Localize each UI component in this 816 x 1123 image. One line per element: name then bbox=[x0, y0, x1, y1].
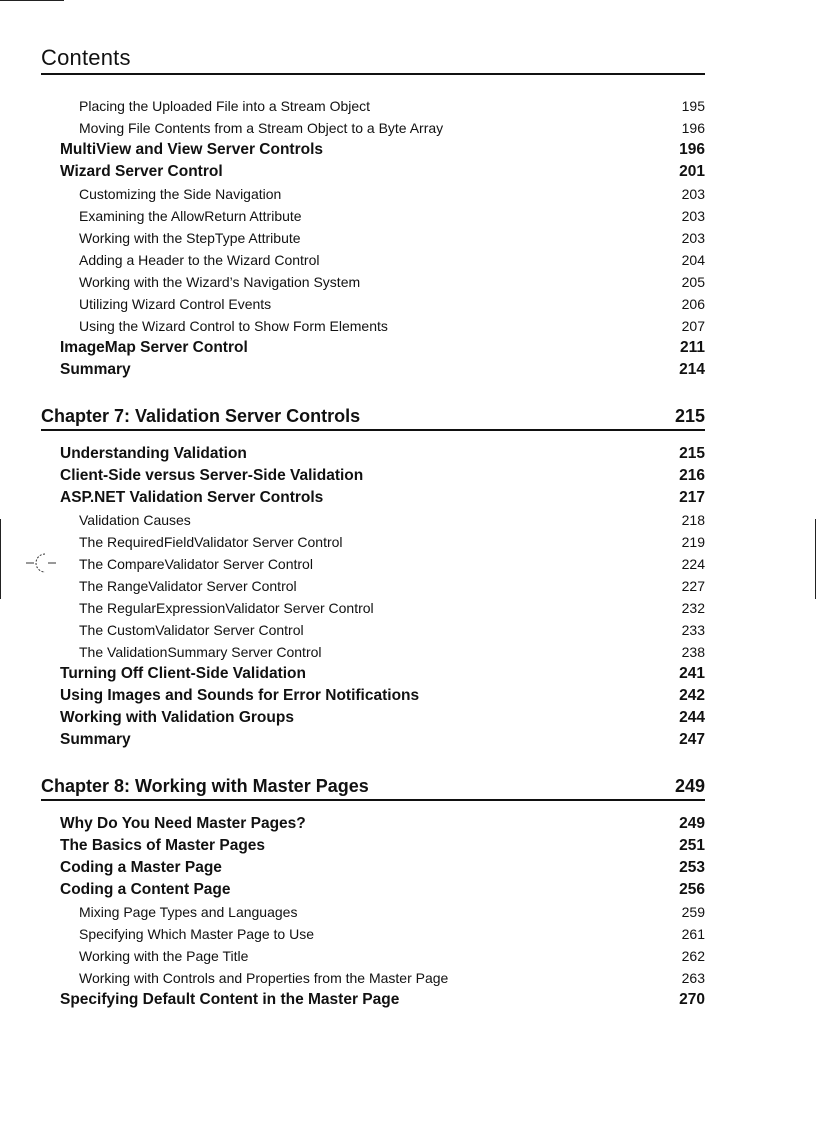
header-divider bbox=[41, 73, 705, 75]
toc-entry-page: 207 bbox=[681, 318, 705, 334]
toc-entry-page: 201 bbox=[679, 163, 705, 180]
toc-entry-section[interactable] bbox=[0, 989, 816, 1011]
toc-entry-title: The RegularExpressionValidator Server Control bbox=[79, 600, 374, 616]
toc-entry-title: ASP.NET Validation Server Controls bbox=[60, 489, 324, 506]
crop-mark-top bbox=[0, 0, 64, 1]
chapter-heading[interactable] bbox=[0, 405, 816, 427]
toc-entry-page: 203 bbox=[681, 208, 705, 224]
table-of-contents bbox=[0, 95, 816, 1011]
toc-entry-page: 196 bbox=[679, 141, 705, 158]
toc-entry-section[interactable] bbox=[0, 359, 816, 381]
toc-entry-title: Placing the Uploaded File into a Stream Object bbox=[79, 98, 371, 114]
toc-entry-page: 204 bbox=[681, 252, 705, 268]
toc-entry-page: 263 bbox=[681, 970, 705, 986]
toc-entry-page: 218 bbox=[681, 512, 705, 528]
toc-entry-section[interactable] bbox=[0, 337, 816, 359]
toc-entry-subsection[interactable] bbox=[0, 641, 816, 663]
toc-entry-page: 244 bbox=[679, 709, 705, 726]
toc-entry-page: 261 bbox=[681, 926, 705, 942]
toc-entry-page: 241 bbox=[679, 665, 705, 682]
toc-entry-title: The CompareValidator Server Control bbox=[79, 556, 313, 572]
toc-entry-subsection[interactable] bbox=[0, 945, 816, 967]
toc-entry-section[interactable] bbox=[0, 707, 816, 729]
toc-entry-title: Specifying Which Master Page to Use bbox=[79, 926, 314, 942]
toc-entry-page: 256 bbox=[679, 881, 705, 898]
toc-entry-title: Utilizing Wizard Control Events bbox=[79, 296, 272, 312]
toc-entry-title: Summary bbox=[60, 731, 131, 748]
toc-entry-page: 262 bbox=[681, 948, 705, 964]
toc-entry-section[interactable] bbox=[0, 443, 816, 465]
toc-entry-title: MultiView and View Server Controls bbox=[60, 141, 324, 158]
toc-entry-title: The RequiredFieldValidator Server Control bbox=[79, 534, 343, 550]
toc-entry-subsection[interactable] bbox=[0, 553, 816, 575]
toc-entry-section[interactable] bbox=[0, 139, 816, 161]
toc-entry-section[interactable] bbox=[0, 813, 816, 835]
toc-entry-section[interactable] bbox=[0, 465, 816, 487]
toc-entry-page: 242 bbox=[679, 687, 705, 704]
toc-entry-subsection[interactable] bbox=[0, 901, 816, 923]
toc-entry-subsection[interactable] bbox=[0, 315, 816, 337]
toc-entry-page: 259 bbox=[681, 904, 705, 920]
toc-entry-title: Working with Validation Groups bbox=[60, 709, 294, 726]
toc-entry-subsection[interactable] bbox=[0, 575, 816, 597]
toc-entry-page: 196 bbox=[681, 120, 705, 136]
toc-entry-subsection[interactable] bbox=[0, 271, 816, 293]
toc-entry-title: Understanding Validation bbox=[60, 445, 247, 462]
toc-entry-title: Using the Wizard Control to Show Form Elements bbox=[79, 318, 388, 334]
toc-entry-page: 270 bbox=[679, 991, 705, 1008]
chapter-title: Chapter 7: Validation Server Controls bbox=[41, 406, 361, 426]
toc-entry-page: 206 bbox=[681, 296, 705, 312]
toc-entry-page: 253 bbox=[679, 859, 705, 876]
toc-entry-page: 233 bbox=[681, 622, 705, 638]
toc-entry-page: 227 bbox=[681, 578, 705, 594]
chapter-page-number: 215 bbox=[674, 406, 705, 426]
toc-entry-title: Mixing Page Types and Languages bbox=[79, 904, 298, 920]
toc-entry-title: Turning Off Client-Side Validation bbox=[60, 665, 306, 682]
toc-entry-title: Using Images and Sounds for Error Notifications bbox=[60, 687, 420, 704]
toc-entry-section[interactable] bbox=[0, 835, 816, 857]
chapter-underline bbox=[41, 799, 705, 801]
toc-entry-title: Working with Controls and Properties from the Master Page bbox=[79, 970, 449, 986]
chapter-title: Chapter 8: Working with Master Pages bbox=[41, 776, 369, 796]
toc-entry-page: 219 bbox=[681, 534, 705, 550]
toc-entry-title: Coding a Content Page bbox=[60, 881, 231, 898]
toc-entry-subsection[interactable] bbox=[0, 183, 816, 205]
toc-entry-section[interactable] bbox=[0, 729, 816, 751]
toc-entry-section[interactable] bbox=[0, 685, 816, 707]
toc-entry-title: Working with the Page Title bbox=[79, 948, 249, 964]
toc-entry-subsection[interactable] bbox=[0, 619, 816, 641]
toc-entry-subsection[interactable] bbox=[0, 531, 816, 553]
toc-entry-page: 215 bbox=[679, 445, 705, 462]
toc-entry-title: The RangeValidator Server Control bbox=[79, 578, 297, 594]
toc-entry-subsection[interactable] bbox=[0, 95, 816, 117]
toc-entry-subsection[interactable] bbox=[0, 249, 816, 271]
chapter-page-number: 249 bbox=[674, 776, 705, 796]
toc-entry-section[interactable] bbox=[0, 663, 816, 685]
toc-entry-title: The Basics of Master Pages bbox=[60, 837, 266, 854]
toc-entry-subsection[interactable] bbox=[0, 923, 816, 945]
toc-entry-subsection[interactable] bbox=[0, 967, 816, 989]
toc-section bbox=[0, 443, 816, 751]
toc-entry-title: Examining the AllowReturn Attribute bbox=[79, 208, 302, 224]
toc-entry-subsection[interactable] bbox=[0, 509, 816, 531]
toc-entry-section[interactable] bbox=[0, 879, 816, 901]
toc-entry-page: 232 bbox=[681, 600, 705, 616]
toc-entry-title: Client-Side versus Server-Side Validation bbox=[60, 467, 364, 484]
toc-entry-page: 203 bbox=[681, 230, 705, 246]
chapter-underline bbox=[41, 429, 705, 431]
toc-entry-page: 224 bbox=[681, 556, 705, 572]
toc-entry-title: Working with the StepType Attribute bbox=[79, 230, 301, 246]
toc-entry-section[interactable] bbox=[0, 857, 816, 879]
page-title: Contents bbox=[41, 45, 131, 70]
toc-entry-title: Summary bbox=[60, 361, 131, 378]
toc-entry-page: 249 bbox=[679, 815, 705, 832]
toc-entry-title: ImageMap Server Control bbox=[60, 339, 248, 356]
toc-entry-subsection[interactable] bbox=[0, 205, 816, 227]
toc-entry-section[interactable] bbox=[0, 161, 816, 183]
toc-entry-page: 238 bbox=[681, 644, 705, 660]
toc-entry-title: Moving File Contents from a Stream Object to a Byte Array bbox=[79, 120, 444, 136]
toc-entry-subsection[interactable] bbox=[0, 293, 816, 315]
toc-entry-subsection[interactable] bbox=[0, 227, 816, 249]
toc-entry-page: 205 bbox=[681, 274, 705, 290]
toc-entry-title: Coding a Master Page bbox=[60, 859, 222, 876]
toc-entry-subsection[interactable] bbox=[0, 117, 816, 139]
toc-entry-title: Working with the Wizard’s Navigation System bbox=[79, 274, 361, 290]
toc-entry-title: Adding a Header to the Wizard Control bbox=[79, 252, 320, 268]
toc-entry-page: 214 bbox=[679, 361, 705, 378]
toc-entry-page: 217 bbox=[679, 489, 705, 506]
toc-entry-subsection[interactable] bbox=[0, 597, 816, 619]
toc-entry-page: 251 bbox=[679, 837, 705, 854]
toc-entry-title: Validation Causes bbox=[79, 512, 191, 528]
toc-entry-section[interactable] bbox=[0, 487, 816, 509]
toc-entry-title: Specifying Default Content in the Master Page bbox=[60, 991, 400, 1008]
toc-entry-page: 247 bbox=[679, 731, 705, 748]
toc-section bbox=[0, 95, 816, 381]
chapter-heading[interactable] bbox=[0, 775, 816, 797]
toc-entry-title: Wizard Server Control bbox=[60, 163, 223, 180]
toc-entry-title: Customizing the Side Navigation bbox=[79, 186, 282, 202]
toc-entry-title: Why Do You Need Master Pages? bbox=[60, 815, 306, 832]
toc-entry-title: The ValidationSummary Server Control bbox=[79, 644, 322, 660]
toc-section bbox=[0, 813, 816, 1011]
toc-entry-page: 216 bbox=[679, 467, 705, 484]
toc-entry-page: 211 bbox=[679, 339, 705, 356]
toc-entry-title: The CustomValidator Server Control bbox=[79, 622, 304, 638]
toc-entry-page: 203 bbox=[681, 186, 705, 202]
toc-entry-page: 195 bbox=[681, 98, 705, 114]
